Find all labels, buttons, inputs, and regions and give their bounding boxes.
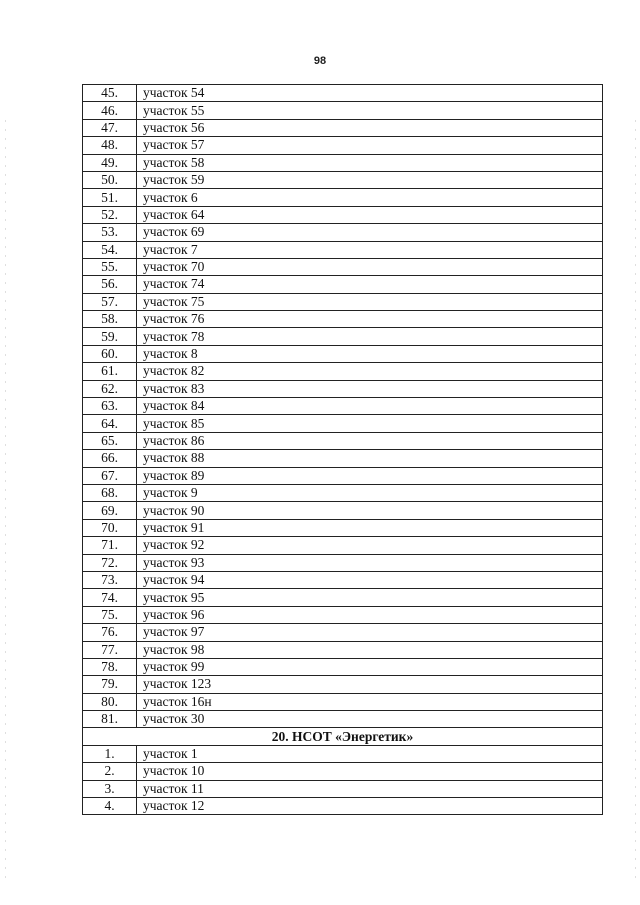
table-row xyxy=(83,450,603,467)
row-number: 45. xyxy=(83,85,137,102)
plot-name: участок 92 xyxy=(137,537,603,554)
table-row xyxy=(83,693,603,710)
plot-name: участок 78 xyxy=(137,328,603,345)
plot-name: участок 57 xyxy=(137,137,603,154)
table-row xyxy=(83,171,603,188)
table-row xyxy=(83,554,603,571)
table-row xyxy=(83,676,603,693)
plot-name: участок 91 xyxy=(137,519,603,536)
table-row xyxy=(83,745,603,762)
table-row xyxy=(83,415,603,432)
row-number: 3. xyxy=(83,780,137,797)
plots-table xyxy=(82,84,603,815)
plot-name: участок 95 xyxy=(137,589,603,606)
table-row xyxy=(83,328,603,345)
row-number: 60. xyxy=(83,345,137,362)
row-number: 79. xyxy=(83,676,137,693)
plot-name: участок 76 xyxy=(137,311,603,328)
row-number: 50. xyxy=(83,171,137,188)
plot-name: участок 8 xyxy=(137,345,603,362)
row-number: 1. xyxy=(83,745,137,762)
plot-name: участок 58 xyxy=(137,154,603,171)
table-row xyxy=(83,467,603,484)
table-row xyxy=(83,780,603,797)
row-number: 81. xyxy=(83,711,137,728)
table-row xyxy=(83,311,603,328)
row-number: 55. xyxy=(83,258,137,275)
table-row xyxy=(83,606,603,623)
plot-name: участок 94 xyxy=(137,571,603,588)
row-number: 77. xyxy=(83,641,137,658)
row-number: 74. xyxy=(83,589,137,606)
table-row xyxy=(83,432,603,449)
row-number: 71. xyxy=(83,537,137,554)
table-row xyxy=(83,345,603,362)
table-body-section xyxy=(83,745,603,815)
plot-name: участок 98 xyxy=(137,641,603,658)
row-number: 65. xyxy=(83,432,137,449)
table-row xyxy=(83,119,603,136)
row-number: 48. xyxy=(83,137,137,154)
plot-name: участок 59 xyxy=(137,171,603,188)
table-row xyxy=(83,398,603,415)
table-row xyxy=(83,537,603,554)
row-number: 78. xyxy=(83,658,137,675)
plot-name: участок 55 xyxy=(137,102,603,119)
plot-name: участок 1 xyxy=(137,745,603,762)
row-number: 76. xyxy=(83,624,137,641)
row-number: 54. xyxy=(83,241,137,258)
table-row xyxy=(83,711,603,728)
plot-name: участок 97 xyxy=(137,624,603,641)
plot-name: участок 30 xyxy=(137,711,603,728)
row-number: 51. xyxy=(83,189,137,206)
row-number: 75. xyxy=(83,606,137,623)
plot-name: участок 11 xyxy=(137,780,603,797)
table-row xyxy=(83,571,603,588)
row-number: 52. xyxy=(83,206,137,223)
row-number: 63. xyxy=(83,398,137,415)
row-number: 2. xyxy=(83,763,137,780)
table-body-top xyxy=(83,85,603,728)
row-number: 53. xyxy=(83,224,137,241)
row-number: 57. xyxy=(83,293,137,310)
row-number: 4. xyxy=(83,798,137,815)
plot-name: участок 85 xyxy=(137,415,603,432)
page-number: 98 xyxy=(313,55,327,67)
row-number: 73. xyxy=(83,571,137,588)
scan-edge-right xyxy=(635,120,636,880)
plot-name: участок 10 xyxy=(137,763,603,780)
plot-name: участок 64 xyxy=(137,206,603,223)
table-row xyxy=(83,658,603,675)
plot-name: участок 99 xyxy=(137,658,603,675)
table-row xyxy=(83,589,603,606)
row-number: 59. xyxy=(83,328,137,345)
table-row xyxy=(83,293,603,310)
table-row xyxy=(83,484,603,501)
row-number: 46. xyxy=(83,102,137,119)
table-row xyxy=(83,763,603,780)
plot-name: участок 69 xyxy=(137,224,603,241)
table-row xyxy=(83,380,603,397)
plot-name: участок 82 xyxy=(137,363,603,380)
row-number: 58. xyxy=(83,311,137,328)
row-number: 64. xyxy=(83,415,137,432)
table-row xyxy=(83,85,603,102)
row-number: 70. xyxy=(83,519,137,536)
table-row xyxy=(83,137,603,154)
row-number: 72. xyxy=(83,554,137,571)
table-row xyxy=(83,102,603,119)
plot-name: участок 56 xyxy=(137,119,603,136)
plot-name: участок 9 xyxy=(137,484,603,501)
row-number: 62. xyxy=(83,380,137,397)
table-row xyxy=(83,154,603,171)
row-number: 61. xyxy=(83,363,137,380)
table-row xyxy=(83,258,603,275)
section-heading: 20. НСОТ «Энергетик» xyxy=(83,728,603,745)
table-row xyxy=(83,206,603,223)
row-number: 47. xyxy=(83,119,137,136)
plot-name: участок 83 xyxy=(137,380,603,397)
table-row xyxy=(83,363,603,380)
plot-name: участок 7 xyxy=(137,241,603,258)
plot-name: участок 86 xyxy=(137,432,603,449)
row-number: 66. xyxy=(83,450,137,467)
row-number: 69. xyxy=(83,502,137,519)
row-number: 68. xyxy=(83,484,137,501)
scan-edge-left xyxy=(5,120,6,880)
row-number: 49. xyxy=(83,154,137,171)
plot-name: участок 70 xyxy=(137,258,603,275)
table-row xyxy=(83,502,603,519)
plot-name: участок 96 xyxy=(137,606,603,623)
table-section-heading-group xyxy=(83,728,603,745)
row-number: 67. xyxy=(83,467,137,484)
plot-name: участок 90 xyxy=(137,502,603,519)
plot-name: участок 123 xyxy=(137,676,603,693)
plot-name: участок 75 xyxy=(137,293,603,310)
plot-name: участок 74 xyxy=(137,276,603,293)
plot-name: участок 88 xyxy=(137,450,603,467)
plot-name: участок 54 xyxy=(137,85,603,102)
table-row xyxy=(83,189,603,206)
table-row xyxy=(83,798,603,815)
table-row xyxy=(83,624,603,641)
table-row xyxy=(83,641,603,658)
table-row xyxy=(83,241,603,258)
row-number: 80. xyxy=(83,693,137,710)
plot-name: участок 93 xyxy=(137,554,603,571)
plot-name: участок 84 xyxy=(137,398,603,415)
table-row xyxy=(83,224,603,241)
plot-name: участок 12 xyxy=(137,798,603,815)
plot-name: участок 16н xyxy=(137,693,603,710)
table-row xyxy=(83,276,603,293)
section-heading-row xyxy=(83,728,603,745)
table-row xyxy=(83,519,603,536)
plot-name: участок 89 xyxy=(137,467,603,484)
row-number: 56. xyxy=(83,276,137,293)
plot-name: участок 6 xyxy=(137,189,603,206)
